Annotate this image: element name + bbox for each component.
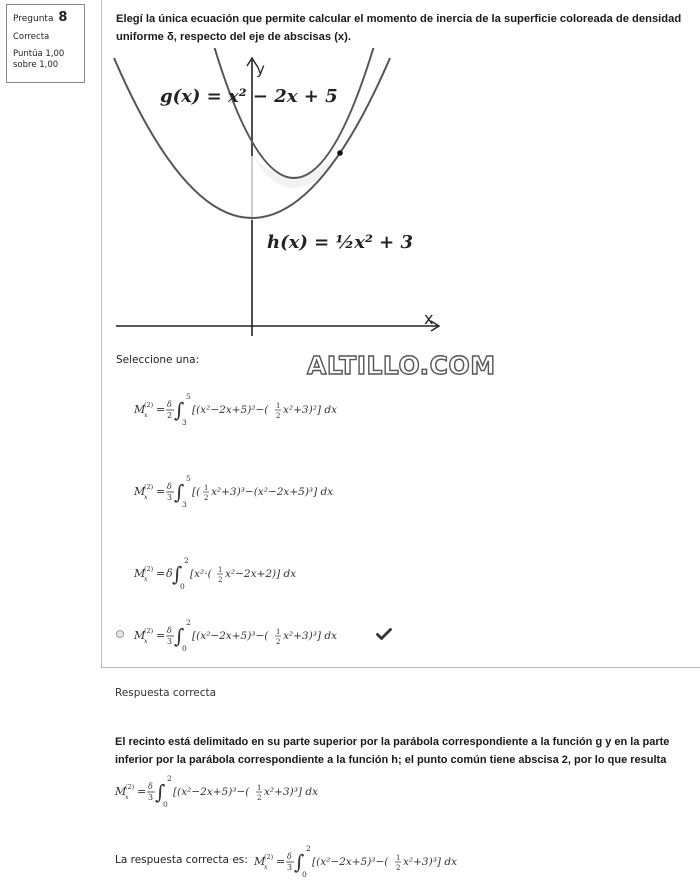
svg-text:x: x <box>263 863 268 871</box>
svg-text:x²+3)³] dx: x²+3)³] dx <box>264 786 318 798</box>
svg-text:1: 1 <box>257 784 262 792</box>
svg-text:x²+3)²] dx: x²+3)²] dx <box>283 404 337 416</box>
svg-text:2: 2 <box>395 864 401 872</box>
svg-text:(2): (2) <box>144 483 154 491</box>
answer-option-2[interactable] <box>116 470 586 510</box>
svg-text:δ: δ <box>166 567 173 580</box>
question-panel <box>101 0 700 668</box>
svg-text:M: M <box>134 403 146 416</box>
svg-text:3: 3 <box>167 493 173 502</box>
svg-text:2: 2 <box>218 576 223 584</box>
svg-text:0: 0 <box>301 870 307 879</box>
svg-text:1: 1 <box>276 628 281 636</box>
svg-text:δ: δ <box>286 852 292 861</box>
question-number-line <box>13 10 78 26</box>
parabola-graph <box>102 48 442 343</box>
option-4-formula <box>134 614 374 654</box>
score-line-2: sobre 1,00 <box>13 59 59 70</box>
svg-text:=: = <box>275 855 286 868</box>
svg-text:5: 5 <box>186 474 191 483</box>
correct-answer-formula <box>254 840 504 880</box>
explanation-text: El recinto está delimitado en su parte superior por la parábola correspondiente a la función g y en la parte inferior por la parábola correspondiente a la función h; el punto común tiene abscisa 2, por lo que resulta <box>115 736 670 766</box>
svg-text:M: M <box>134 629 146 642</box>
option-1-formula <box>134 388 434 428</box>
correct-answer-prefix: La respuesta correcta es: <box>115 854 248 866</box>
svg-text:[(x²−2x+5)³−(: [(x²−2x+5)³−( <box>173 786 250 798</box>
svg-text:=: = <box>137 785 147 798</box>
question-info-box <box>6 4 85 83</box>
svg-text:[x²·(: [x²·( <box>190 568 212 580</box>
svg-text:∫: ∫ <box>174 398 185 422</box>
svg-text:∫: ∫ <box>155 780 166 804</box>
select-one-label: Seleccione una: <box>116 354 200 366</box>
answer-option-4[interactable] <box>116 614 586 654</box>
svg-text:δ: δ <box>148 782 153 791</box>
svg-text:1: 1 <box>204 484 209 492</box>
svg-text:2: 2 <box>184 556 189 565</box>
svg-text:3: 3 <box>182 418 187 427</box>
svg-text:(2): (2) <box>144 401 154 409</box>
svg-text:M: M <box>134 567 146 580</box>
answer-option-1[interactable] <box>116 388 586 428</box>
svg-text:2: 2 <box>276 412 281 420</box>
svg-text:x: x <box>144 493 148 501</box>
svg-text:∫: ∫ <box>174 624 185 648</box>
question-status: Correcta <box>13 32 50 43</box>
svg-text:(2): (2) <box>144 627 154 635</box>
y-axis-label: y <box>256 60 265 78</box>
option-3-formula <box>134 552 434 592</box>
svg-text:δ: δ <box>167 400 172 409</box>
svg-text:(2): (2) <box>263 853 274 861</box>
svg-text:[(: [( <box>192 486 201 498</box>
svg-text:δ: δ <box>167 482 172 491</box>
svg-text:3: 3 <box>148 793 154 802</box>
svg-text:2: 2 <box>167 411 173 420</box>
answer-option-3[interactable] <box>116 552 586 592</box>
svg-text:1: 1 <box>395 854 401 862</box>
question-text: Elegí la única ecuación que permite calcular el momento de inercia de la superficie coloreada de densidad uniforme δ, respecto del eje de abscisas (x). <box>116 13 682 43</box>
watermark-text: ALTILLO.COM <box>307 351 496 380</box>
svg-text:x²−2x+2)] dx: x²−2x+2)] dx <box>225 568 297 580</box>
svg-text:2: 2 <box>305 844 311 853</box>
svg-text:M: M <box>115 785 127 798</box>
h-function-label: h(x) = ½x² + 3 <box>267 232 413 253</box>
svg-text:[(x²−2x+5)³−(: [(x²−2x+5)³−( <box>311 856 389 868</box>
svg-text:3: 3 <box>182 500 187 509</box>
feedback-label: Respuesta correcta <box>115 687 217 699</box>
svg-text:2: 2 <box>204 494 209 502</box>
svg-text:x²+3)³] dx: x²+3)³] dx <box>402 856 457 868</box>
explanation-formula <box>111 770 371 810</box>
svg-text:[(x²−2x+5)²−(: [(x²−2x+5)²−( <box>192 404 269 416</box>
question-number: 8 <box>58 10 68 25</box>
intersection-point <box>337 150 343 156</box>
svg-text:1: 1 <box>276 402 281 410</box>
svg-text:0: 0 <box>180 582 185 591</box>
svg-text:M: M <box>134 485 146 498</box>
curve-g <box>198 48 390 178</box>
svg-text:x: x <box>144 411 148 419</box>
svg-text:2: 2 <box>167 774 172 783</box>
x-axis-label: x <box>424 309 434 328</box>
svg-text:∫: ∫ <box>174 480 185 504</box>
svg-text:(2): (2) <box>125 783 135 791</box>
svg-text:3: 3 <box>167 637 173 646</box>
question-score <box>13 49 78 70</box>
g-function-label: g(x) = x² − 2x + 5 <box>160 86 338 107</box>
svg-text:5: 5 <box>186 392 191 401</box>
svg-text:∫: ∫ <box>293 850 305 874</box>
svg-text:x: x <box>144 637 148 645</box>
svg-text:2: 2 <box>276 638 281 646</box>
svg-text:3: 3 <box>286 863 292 872</box>
svg-text:x²+3)³−(x²−2x+5)³] dx: x²+3)³−(x²−2x+5)³] dx <box>211 486 334 498</box>
question-label: Pregunta <box>13 14 54 24</box>
svg-text:1: 1 <box>218 566 223 574</box>
svg-text:x²+3)³] dx: x²+3)³] dx <box>283 630 337 642</box>
svg-text:M: M <box>253 855 266 868</box>
radio-button[interactable] <box>116 630 124 638</box>
checkmark-icon <box>376 627 392 641</box>
svg-text:x: x <box>125 793 129 801</box>
svg-text:0: 0 <box>182 644 187 653</box>
svg-text:[(x²−2x+5)³−(: [(x²−2x+5)³−( <box>192 630 269 642</box>
svg-text:δ: δ <box>167 626 172 635</box>
svg-text:2: 2 <box>257 794 262 802</box>
svg-text:∫: ∫ <box>172 562 183 586</box>
svg-text:=: = <box>156 629 166 642</box>
option-2-formula <box>134 470 434 510</box>
svg-text:2: 2 <box>186 618 191 627</box>
svg-text:(2): (2) <box>144 565 154 573</box>
score-line-1: Puntúa 1,00 <box>13 48 65 59</box>
svg-text:=: = <box>156 485 166 498</box>
svg-text:x: x <box>144 575 148 583</box>
svg-text:0: 0 <box>163 800 168 809</box>
svg-text:=: = <box>156 403 166 416</box>
svg-text:=: = <box>156 567 166 580</box>
correct-answer-line <box>115 840 504 880</box>
